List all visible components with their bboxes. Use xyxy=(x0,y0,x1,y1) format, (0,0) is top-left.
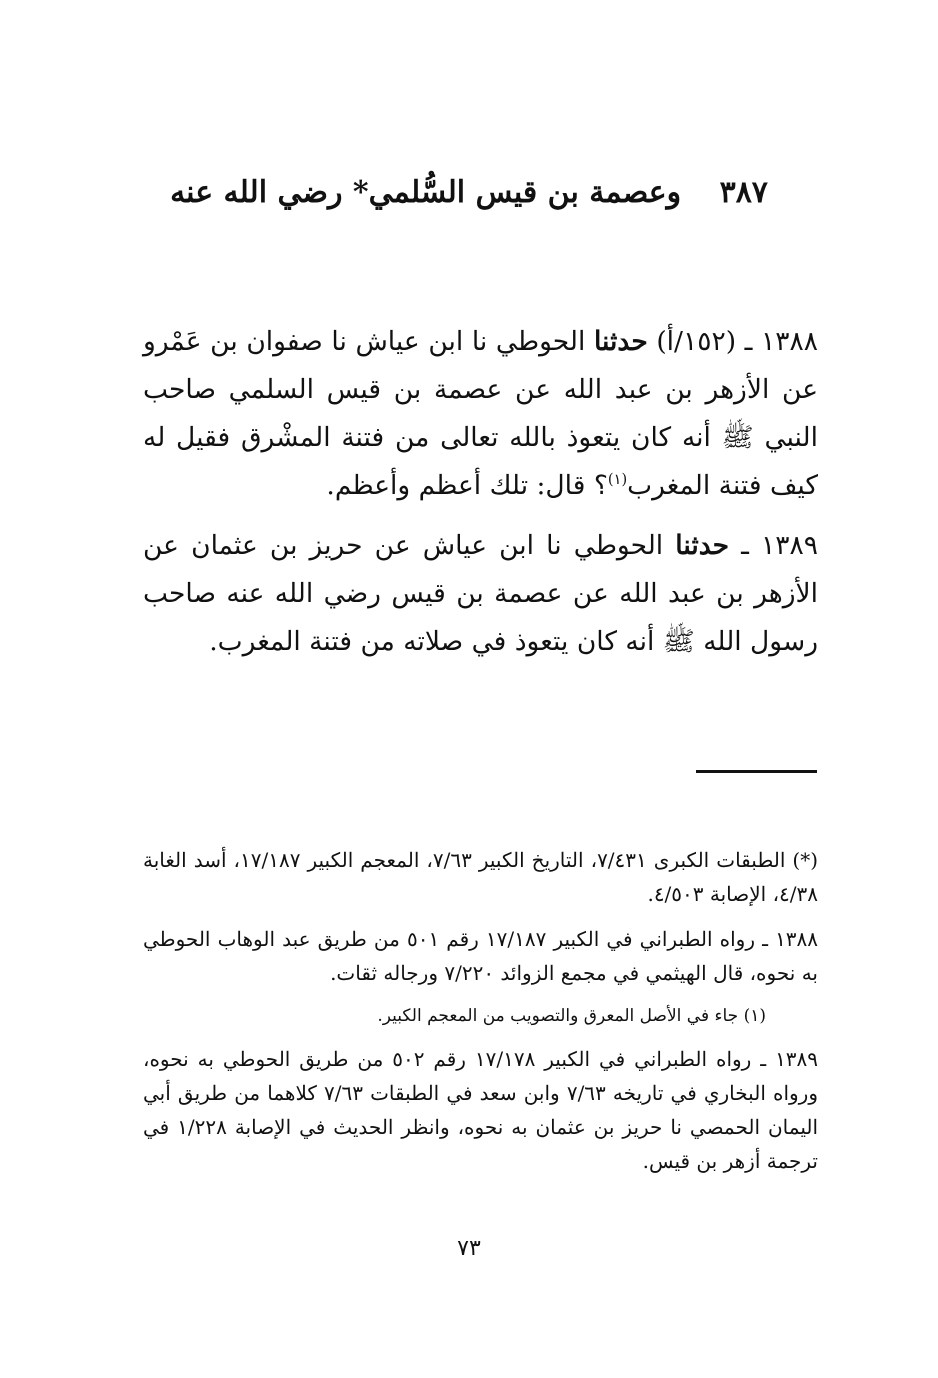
hadith-body-end: ؟ قال: تلك أعظم وأعظم. xyxy=(326,470,608,501)
hadith-1389 xyxy=(143,522,818,666)
footnote-marker: (١) xyxy=(607,471,628,489)
hadith-text xyxy=(143,318,818,678)
footnote-separator xyxy=(696,770,817,773)
chapter-suffix: رضي الله عنه xyxy=(170,175,343,210)
page-number: ٧٣ xyxy=(457,1236,481,1261)
chapter-name: وعصمة بن قيس السُّلمي xyxy=(368,175,682,210)
chapter-number: ٣٨٧ xyxy=(719,175,768,210)
footnote-body: رواه الطبراني في الكبير ١٧/١٨٧ رقم ٥٠١ من طريق عبد الوهاب الحوطي به نحوه، قال الهيثمي في مجمع الزوائد ٧/٢٢٠ ورجاله ثقات. xyxy=(143,927,818,985)
hadith-number: ١٣٨٩ ـ xyxy=(741,530,818,561)
footnote-1388 xyxy=(143,922,818,990)
footnote-star: (*) الطبقات الكبرى ٧/٤٣١، التاريخ الكبير ٧/٦٣، المعجم الكبير ١٧/١٨٧، أسد الغابة ٤/٣٨، الإصابة ٤/٥٠٣. xyxy=(143,848,818,906)
footnote-lead: ١٣٨٨ ـ xyxy=(762,927,819,951)
footnote-lead: ١٣٨٩ ـ xyxy=(760,1047,819,1071)
hadith-number: ١٣٨٨ ـ (١٥٢/أ) xyxy=(656,326,818,357)
footnote-1389 xyxy=(143,1042,818,1178)
hadith-keyword: حدثنا xyxy=(675,530,730,561)
footnotes xyxy=(143,843,818,1189)
hadith-keyword: حدثنا xyxy=(593,326,648,357)
chapter-asterisk: * xyxy=(352,175,369,210)
chapter-heading xyxy=(150,168,788,218)
footnote-body: رواه الطبراني في الكبير ١٧/١٧٨ رقم ٥٠٢ من طريق الحوطي به نحوه، ورواه البخاري في تاريخه ٧/٦٣ وابن سعد في الطبقات ٧/٦٣ كلاهما من طريق أبي اليمان الحمصي نا حريز بن عثمان به نحوه، وانظر الحديث في الإصابة ١/٢٢٨ في ترجمة أزهر بن قيس. xyxy=(143,1047,819,1173)
hadith-1388 xyxy=(143,318,818,510)
hadith-body: الحوطي نا ابن عياش نا صفوان بن عَمْرو عن الأزهر بن عبد الله عن عصمة بن قيس السلمي صاحب النبي ﷺ أنه كان يتعوذ بالله تعالى من فتنة المشْرق فقيل له كيف فتنة المغرب xyxy=(143,326,818,501)
hadith-body: الحوطي نا ابن عياش عن حريز بن عثمان عن الأزهر بن عبد الله عن عصمة بن قيس رضي الله عنه صاحب رسول الله ﷺ أنه كان يتعوذ في صلاته من فتنة المغرب. xyxy=(143,530,818,657)
footnote-1: (١) جاء في الأصل المعرق والتصويب من المعجم الكبير. xyxy=(377,1006,766,1026)
